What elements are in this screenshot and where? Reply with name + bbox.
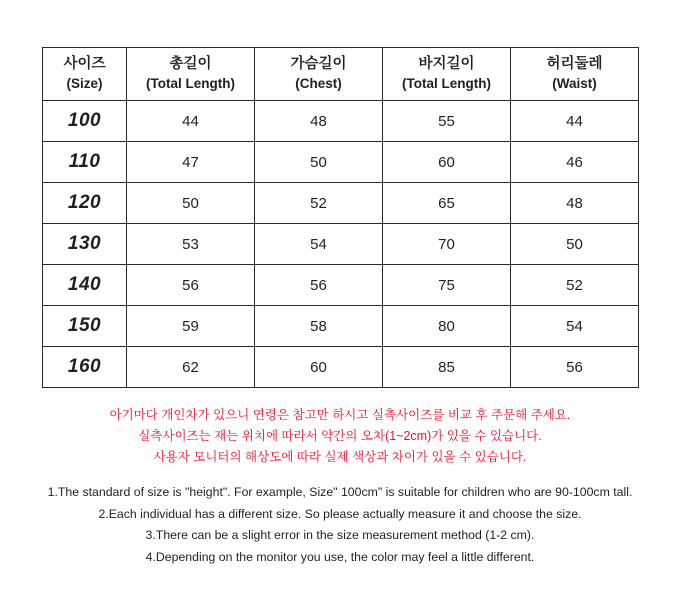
cell-size: 110 [43,142,127,183]
table-row [43,101,639,142]
cell-chest: 48 [255,101,383,142]
column-header-size-ko: 사이즈 [63,56,106,73]
cell-pants-length: 85 [383,347,511,388]
cell-total-length: 44 [127,101,255,142]
cell-pants-length: 65 [383,183,511,224]
column-header-chest-en: (Chest) [295,75,342,91]
cell-total-length: 47 [127,142,255,183]
cell-chest: 54 [255,224,383,265]
cell-size: 130 [43,224,127,265]
table-header-row [43,48,639,101]
cell-chest: 50 [255,142,383,183]
table-row [43,142,639,183]
cell-waist: 44 [511,101,639,142]
english-note-line: 1.The standard of size is "height". For example, Size" 100cm" is suitable for children who are 90-100cm tall. [47,485,633,499]
cell-size: 120 [43,183,127,224]
korean-notes [0,405,680,468]
column-header-pants-length-en: (Total Length) [402,75,491,91]
cell-pants-length: 80 [383,306,511,347]
korean-note-line: 아기마다 개인차가 있으니 연령은 참고만 하시고 실측사이즈를 비교 후 주문해 주세요. [109,408,571,422]
cell-size: 140 [43,265,127,306]
column-header-total-length-ko: 총길이 [169,56,212,73]
cell-chest: 60 [255,347,383,388]
english-note-line: 4.Depending on the monitor you use, the color may feel a little different. [145,549,535,564]
cell-pants-length: 70 [383,224,511,265]
english-note-line: 3.There can be a slight error in the size measurement method (1-2 cm). [145,528,535,542]
column-header-size [43,48,127,101]
cell-chest: 56 [255,265,383,306]
column-header-total-length [127,48,255,101]
cell-size: 100 [43,101,127,142]
cell-waist: 54 [511,306,639,347]
cell-pants-length: 55 [383,101,511,142]
column-header-chest [255,48,383,101]
cell-total-length: 62 [127,347,255,388]
table-row [43,347,639,388]
cell-waist: 46 [511,142,639,183]
column-header-waist-ko: 허리둘레 [546,56,603,73]
cell-waist: 48 [511,183,639,224]
english-note-line: 2.Each individual has a different size. So please actually measure it and choose the size. [98,506,582,521]
cell-waist: 56 [511,347,639,388]
english-notes [0,482,680,568]
korean-note-line: 실측사이즈는 재는 위치에 따라서 약간의 오차(1~2cm)가 있을 수 있습니다. [138,429,542,443]
korean-note-line: 사용자 모니터의 해상도에 따라 실제 색상과 차이가 있을 수 있습니다. [153,450,527,464]
cell-pants-length: 75 [383,265,511,306]
table-row [43,224,639,265]
cell-size: 160 [43,347,127,388]
cell-total-length: 50 [127,183,255,224]
size-table [42,47,639,388]
column-header-waist [511,48,639,101]
cell-chest: 58 [255,306,383,347]
size-table-wrapper [42,47,638,388]
table-row [43,265,639,306]
cell-waist: 52 [511,265,639,306]
cell-pants-length: 60 [383,142,511,183]
column-header-waist-en: (Waist) [552,75,597,91]
column-header-total-length-en: (Total Length) [146,75,235,91]
cell-total-length: 53 [127,224,255,265]
cell-waist: 50 [511,224,639,265]
table-row [43,306,639,347]
column-header-size-en: (Size) [66,75,103,91]
cell-size: 150 [43,306,127,347]
table-row [43,183,639,224]
cell-chest: 52 [255,183,383,224]
column-header-chest-ko: 가슴길이 [290,56,347,73]
column-header-pants-length-ko: 바지길이 [418,56,475,73]
cell-total-length: 59 [127,306,255,347]
cell-total-length: 56 [127,265,255,306]
column-header-pants-length [383,48,511,101]
